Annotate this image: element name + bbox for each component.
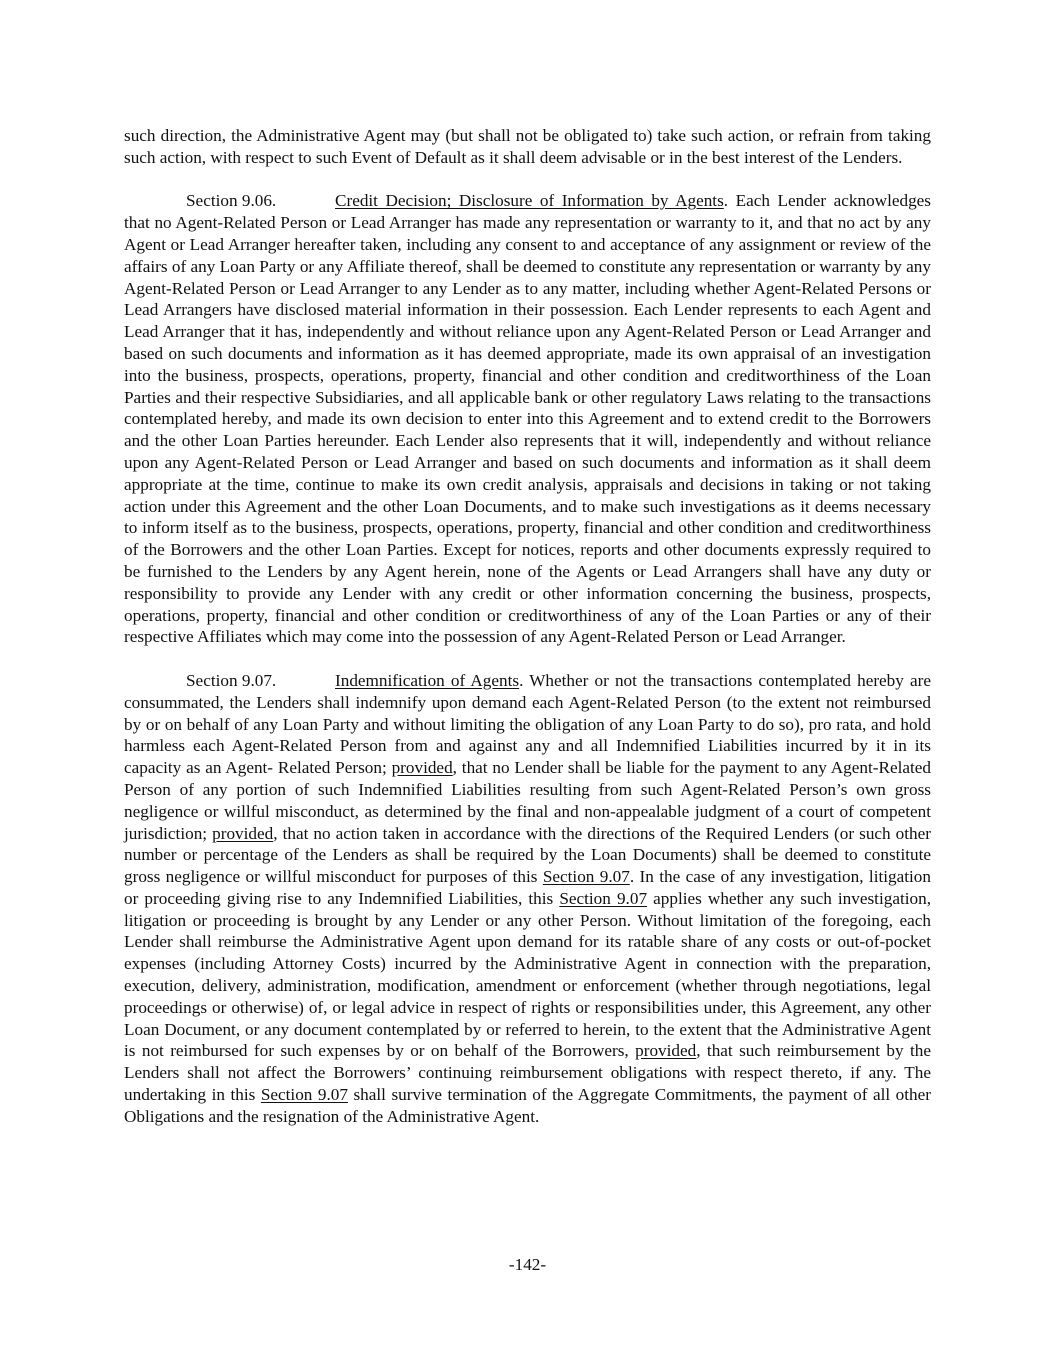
section-number: Section 9.06. xyxy=(186,191,277,211)
section-body: , that no action taken in accordance with the directions of the Required Lenders (or such other number or percentage of the Lenders as shall be required by the Loan Documents) shall be deemed to constitute gross negligence or willful misconduct for purposes of this xyxy=(124,823,931,887)
provided-term: provided xyxy=(635,1041,697,1061)
section-body: shall survive termination of the Aggregate Commitments, the payment of all other Obligations and the resignation of the Administrative Agent. xyxy=(124,1085,931,1126)
section-9-06-paragraph xyxy=(124,190,931,648)
section-body: . Each Lender acknowledges that no Agent-Related Person or Lead Arranger has made any representation or warranty to it, and that no act by any Agent or Lead Arranger hereafter taken, including any consent to and acceptance of any assignment or review of the affairs of any Loan Party or any Affiliate thereof, shall be deemed to constitute any representation or warranty by any Agent-Related Person or Lead Arranger to any Lender as to any matter, including whether Agent-Related Persons or Lead Arrangers have disclosed material information in their possession. Each Lender represents to each Agent and Lead Arranger that it has, independently and without reliance upon any Agent-Related Person or Lead Arranger and based on such documents and information as it has deemed appropriate, made its own appraisal of an investigation into the business, prospects, operations, property, financial and other condition and creditworthiness of the Loan Parties and their respective Subsidiaries, and all applicable bank or other regulatory Laws relating to the transactions contemplated hereby, and made its own decision to enter into this Agreement and to extend credit to the Borrowers and the other Loan Parties hereunder. Each Lender also represents that it will, independently and without reliance upon any Agent-Related Person or Lead Arranger and based on such documents and information as it shall deem appropriate at the time, continue to make its own credit analysis, appraisals and decisions in taking or not taking action under this Agreement and the other Loan Documents, and to make such investigations as it deems necessary to inform itself as to the business, prospects, operations, property, financial and other condition and creditworthiness of the Borrowers and the other Loan Parties. Except for notices, reports and other documents expressly required to be furnished to the Lenders by any Agent herein, none of the Agents or Lead Arrangers shall have any duty or responsibility to provide any Lender with any credit or other information concerning the business, prospects, operations, property, financial and other condition or creditworthiness of any of the Loan Parties or any of their respective Affiliates which may come into the possession of any Agent-Related Person or Lead Arranger. xyxy=(124,191,931,647)
provided-term: provided xyxy=(391,758,453,778)
section-reference: Section 9.07 xyxy=(542,867,630,887)
section-title: Credit Decision; Disclosure of Information by Agents xyxy=(335,191,724,211)
continuation-paragraph: such direction, the Administrative Agent may (but shall not be obligated to) take such action, or refrain from taking such action, with respect to such Event of Default as it shall deem advisable or in the best interest of the Lenders. xyxy=(124,126,931,167)
document-page xyxy=(124,125,931,1149)
section-number: Section 9.07. xyxy=(186,670,277,690)
section-body: applies whether any such investigation, litigation or proceeding is brought by any Lender or any other Person. Without limitation of the foregoing, each Lender shall reimburse the Administrative Agent upon demand for its ratable share of any costs or out-of-pocket expenses (including Attorney Costs) incurred by the Administrative Agent in connection with the preparation, execution, delivery, administration, modification, amendment or enforcement (whether through negotiations, legal proceedings or otherwise) of, or legal advice in respect of rights or responsibilities under, this Agreement, any other Loan Document, or any document contemplated by or referred to herein, to the extent that the Administrative Agent is not reimbursed for such expenses by or on behalf of the Borrowers, xyxy=(124,888,931,1061)
section-9-07-paragraph xyxy=(124,670,931,1128)
section-body: . Whether or not the transactions contemplated hereby are consummated, the Lenders shall indemnify upon demand each Agent-Related Person (to the extent not reimbursed by or on behalf of any Loan Party and without limiting the obligation of any Loan Party to do so), pro rata, and hold harmless each Agent-Related Person from and against any and all Indemnified Liabilities incurred by it in its capacity as an Agent- Related Person; xyxy=(124,670,931,778)
section-title: Indemnification of Agents xyxy=(335,670,520,690)
section-body: . In the case of any investigation, litigation or proceeding giving rise to any Indemnified Liabilities, this xyxy=(124,867,931,908)
page-number: -142- xyxy=(508,1255,547,1274)
section-reference: Section 9.07 xyxy=(559,888,648,908)
provided-term: provided xyxy=(212,823,274,843)
section-body: , that no Lender shall be liable for the payment to any Agent-Related Person of any portion of such Indemnified Liabilities resulting from such Agent-Related Person’s own gross negligence or willful misconduct, as determined by the final and non-appealable judgment of a court of competent jurisdiction; xyxy=(124,758,931,843)
section-reference: Section 9.07 xyxy=(260,1085,348,1105)
section-body: , that such reimbursement by the Lenders shall not affect the Borrowers’ continuing reimbursement obligations with respect thereto, if any. The undertaking in this xyxy=(124,1041,931,1105)
